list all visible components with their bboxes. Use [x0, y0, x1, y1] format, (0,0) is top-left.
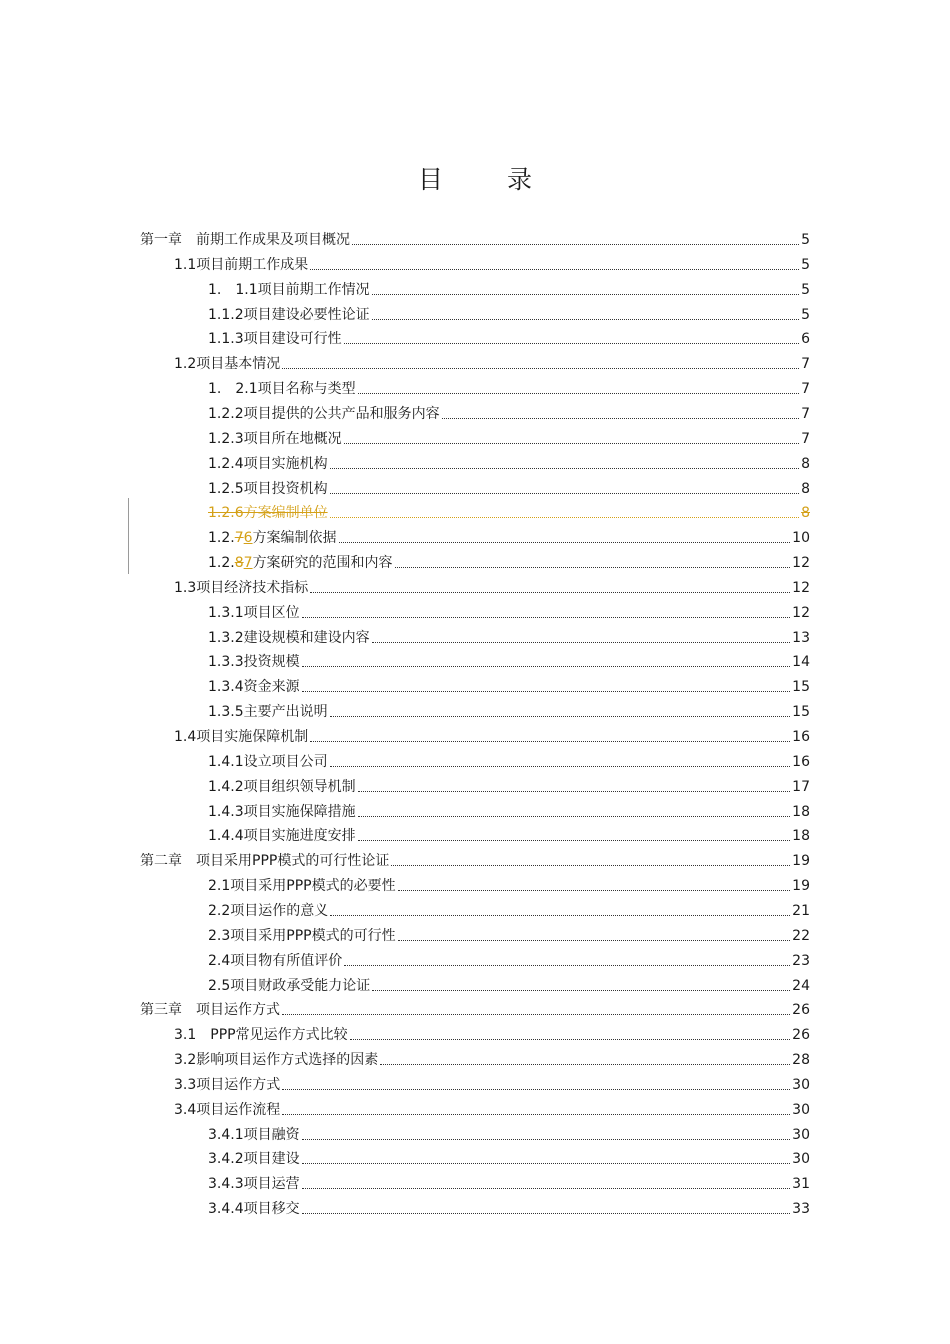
- toc-entry-label: 3.2影响项目运作方式选择的因素: [174, 1052, 379, 1069]
- toc-entry-label: 3.4.2项目建设: [208, 1151, 300, 1168]
- toc-entry-label: 1.2.6方案编制单位: [208, 505, 328, 522]
- toc-entry[interactable]: [208, 922, 810, 946]
- toc-entry-page: 28: [792, 1052, 810, 1069]
- dot-leader: [442, 418, 799, 419]
- toc-entry-label: 1.1项目前期工作成果: [174, 256, 309, 273]
- toc-entry[interactable]: [208, 400, 810, 424]
- toc-entry[interactable]: [140, 996, 810, 1020]
- toc-entry-page: 5: [801, 232, 810, 248]
- toc-entry-page: 33: [792, 1201, 810, 1218]
- page-title: 目 录: [418, 165, 560, 194]
- dot-leader: [282, 1014, 790, 1015]
- dot-leader: [358, 393, 799, 394]
- toc-entry-label: 1.4.2项目组织领导机制: [208, 778, 356, 795]
- toc-entry[interactable]: [174, 1096, 810, 1120]
- toc-entry-label: 2.1项目采用PPP模式的必要性: [208, 878, 396, 895]
- toc-entry-page: 30: [792, 1126, 810, 1143]
- toc-entry[interactable]: [208, 798, 810, 822]
- toc-entry[interactable]: [208, 1195, 810, 1219]
- toc-entry-page: 12: [792, 555, 810, 572]
- toc-entry-label: 1.4项目实施保障机制: [174, 729, 309, 745]
- toc-entry-page: 12: [792, 604, 810, 621]
- toc-entry[interactable]: [208, 1170, 810, 1194]
- dot-leader: [339, 542, 791, 543]
- toc-entry[interactable]: [208, 773, 810, 797]
- toc-entry[interactable]: [208, 524, 810, 548]
- toc-entry[interactable]: [208, 499, 810, 523]
- toc-entry[interactable]: [174, 251, 810, 275]
- dot-leader: [395, 567, 791, 568]
- toc-entry-label: 1.3项目经济技术指标: [174, 579, 309, 596]
- dot-leader: [391, 865, 790, 866]
- toc-entry-label: 3.4.1项目融资: [208, 1126, 300, 1143]
- toc-entry-page: 5: [801, 306, 810, 323]
- toc-entry[interactable]: [208, 475, 810, 499]
- tracked-insertion: 7: [243, 555, 253, 572]
- toc-entry-label: 1.4.1设立项目公司: [208, 753, 328, 770]
- dot-leader: [372, 319, 799, 320]
- toc-entry[interactable]: [174, 1021, 810, 1045]
- dot-leader: [282, 1114, 790, 1115]
- toc-entry-page: 30: [792, 1151, 810, 1168]
- toc-entry-label: 1.3.1项目区位: [208, 604, 300, 621]
- toc-entry-label: 3.1 PPP常见运作方式比较: [174, 1027, 348, 1044]
- dot-leader: [310, 269, 799, 270]
- dot-leader: [310, 741, 790, 742]
- toc-entry-page: 16: [792, 729, 810, 745]
- toc-entry-page: 21: [792, 902, 810, 919]
- toc-entry-label: 1.2.3项目所在地概况: [208, 430, 342, 447]
- dot-leader: [282, 368, 799, 369]
- toc-entry-label: 2.2项目运作的意义: [208, 902, 329, 919]
- dot-leader: [330, 915, 790, 916]
- toc-entry-label: 1.2项目基本情况: [174, 356, 281, 373]
- dot-leader: [302, 1163, 791, 1164]
- toc-entry[interactable]: [208, 1145, 810, 1169]
- toc-entry-label: 3.3项目运作方式: [174, 1076, 281, 1093]
- toc-entry-label: 第三章 项目运作方式: [140, 1002, 280, 1019]
- dot-leader: [302, 691, 791, 692]
- tracked-insertion: 6: [243, 530, 253, 547]
- dot-leader: [344, 965, 790, 966]
- toc-entry-label: 1.2.4项目实施机构: [208, 455, 328, 472]
- toc-entry[interactable]: [208, 425, 810, 449]
- toc-entry-label: 2.3项目采用PPP模式的可行性: [208, 927, 396, 944]
- toc-entry-page: 18: [792, 828, 810, 845]
- toc-entry-page: 15: [792, 679, 810, 696]
- dot-leader: [372, 642, 791, 643]
- toc-entry[interactable]: [208, 947, 810, 971]
- toc-entry-page: 16: [792, 753, 810, 770]
- toc-entry[interactable]: [208, 325, 810, 349]
- toc-entry-label: 1.1.3项目建设可行性: [208, 331, 342, 348]
- dot-leader: [350, 1039, 791, 1040]
- toc-entry[interactable]: [208, 624, 810, 648]
- dot-leader: [398, 890, 791, 891]
- toc-entry[interactable]: [208, 450, 810, 474]
- toc-entry-label: 1.2.76方案编制依据: [208, 530, 337, 547]
- toc-entry[interactable]: [140, 226, 810, 250]
- dot-leader: [344, 443, 799, 444]
- toc-entry-label: 2.4项目物有所值评价: [208, 952, 343, 969]
- toc-entry-label: 1.3.3投资规模: [208, 654, 300, 671]
- toc-entry-page: 31: [792, 1176, 810, 1193]
- toc-entry-label: 1.4.4项目实施进度安排: [208, 828, 356, 845]
- toc-entry-page: 10: [792, 530, 810, 547]
- toc-entry-page: 5: [801, 281, 810, 298]
- toc-entry-page: 22: [792, 927, 810, 944]
- toc-entry-label: 第二章 项目采用PPP模式的可行性论证: [140, 853, 390, 870]
- toc-entry[interactable]: [174, 1046, 810, 1070]
- dot-leader: [302, 617, 791, 618]
- toc-entry-page: 6: [801, 331, 810, 348]
- toc-entry[interactable]: [208, 872, 810, 896]
- toc-entry-page: 30: [792, 1101, 810, 1118]
- toc-entry-page: 17: [792, 778, 810, 795]
- toc-entry-label: 2.5项目财政承受能力论证: [208, 977, 371, 994]
- toc-entry-label: 1.4.3项目实施保障措施: [208, 803, 356, 820]
- dot-leader: [358, 840, 791, 841]
- toc-entry[interactable]: [140, 847, 810, 871]
- dot-leader: [302, 666, 791, 667]
- toc-entry[interactable]: [174, 723, 810, 747]
- dot-leader: [372, 990, 790, 991]
- toc-entry[interactable]: [174, 1071, 810, 1095]
- dot-leader: [302, 1188, 791, 1189]
- dot-leader: [398, 940, 791, 941]
- toc-entry-page: 5: [801, 256, 810, 273]
- toc-entry[interactable]: [208, 1121, 810, 1145]
- dot-leader: [330, 716, 791, 717]
- toc-entry[interactable]: [208, 673, 810, 697]
- toc-entry-label: 1. 1.1项目前期工作情况: [208, 281, 370, 298]
- dot-leader: [352, 244, 799, 245]
- toc-entry-page: 7: [801, 405, 810, 422]
- toc-entry[interactable]: [208, 276, 810, 300]
- toc-entry-page: 8: [801, 480, 810, 497]
- dot-leader: [372, 294, 799, 295]
- toc-entry-page: 18: [792, 803, 810, 820]
- dot-leader: [330, 766, 791, 767]
- toc-entry-label: 1.2.2项目提供的公共产品和服务内容: [208, 405, 440, 422]
- toc-entry[interactable]: [174, 574, 810, 598]
- toc-entry-label: 3.4项目运作流程: [174, 1101, 281, 1118]
- toc-entry[interactable]: [208, 972, 810, 996]
- toc-entry-page: 15: [792, 704, 810, 721]
- toc-entry[interactable]: [208, 698, 810, 722]
- toc-entry-page: 30: [792, 1076, 810, 1093]
- dot-leader: [380, 1064, 790, 1065]
- toc-entry-label: 1.2.5项目投资机构: [208, 480, 328, 497]
- toc-entry-label: 3.4.3项目运营: [208, 1176, 300, 1193]
- dot-leader: [330, 517, 799, 518]
- dot-leader: [310, 592, 790, 593]
- toc-entry-page: 26: [792, 1027, 810, 1044]
- tracked-deletion: 7: [234, 530, 244, 547]
- toc-entry-page: 7: [801, 381, 810, 398]
- dot-leader: [358, 791, 791, 792]
- toc-entry-label: 1.2.87方案研究的范围和内容: [208, 555, 393, 572]
- toc-entry-page: 13: [792, 629, 810, 646]
- toc-entry[interactable]: [208, 375, 810, 399]
- toc-entry-label: 1.3.5主要产出说明: [208, 704, 328, 721]
- toc-entry-page: 19: [792, 878, 810, 895]
- toc-entry[interactable]: [208, 301, 810, 325]
- tracked-deletion: 8: [234, 555, 244, 572]
- toc-entry-page: 19: [792, 853, 810, 870]
- toc-entry[interactable]: [208, 748, 810, 772]
- dot-leader: [282, 1089, 790, 1090]
- toc-entry-label: 3.4.4项目移交: [208, 1201, 300, 1218]
- toc-entry-page: 8: [801, 505, 810, 522]
- toc-entry[interactable]: [208, 822, 810, 846]
- dot-leader: [330, 493, 799, 494]
- toc-entry-page: 26: [792, 1002, 810, 1019]
- toc-entry-page: 23: [792, 952, 810, 969]
- toc-entry-label: 1.3.2建设规模和建设内容: [208, 629, 370, 646]
- toc-entry-label: 第一章 前期工作成果及项目概况: [140, 232, 350, 248]
- dot-leader: [302, 1213, 791, 1214]
- toc-entry-page: 24: [792, 977, 810, 994]
- dot-leader: [358, 816, 791, 817]
- toc-entry[interactable]: [208, 599, 810, 623]
- toc-entry-page: 14: [792, 654, 810, 671]
- toc-entry-page: 8: [801, 455, 810, 472]
- toc-entry-label: 1.1.2项目建设必要性论证: [208, 306, 370, 323]
- toc-entry[interactable]: [208, 549, 810, 573]
- change-bar: [128, 498, 129, 574]
- toc-entry-label: 1. 2.1项目名称与类型: [208, 381, 356, 398]
- toc-entry-page: 7: [801, 356, 810, 373]
- toc-entry-page: 7: [801, 430, 810, 447]
- toc-entry[interactable]: [174, 350, 810, 374]
- toc-entry[interactable]: [208, 897, 810, 921]
- dot-leader: [344, 343, 799, 344]
- toc-entry[interactable]: [208, 648, 810, 672]
- toc-entry-page: 12: [792, 579, 810, 596]
- dot-leader: [330, 468, 799, 469]
- dot-leader: [302, 1139, 791, 1140]
- toc-entry-label: 1.3.4资金来源: [208, 679, 300, 696]
